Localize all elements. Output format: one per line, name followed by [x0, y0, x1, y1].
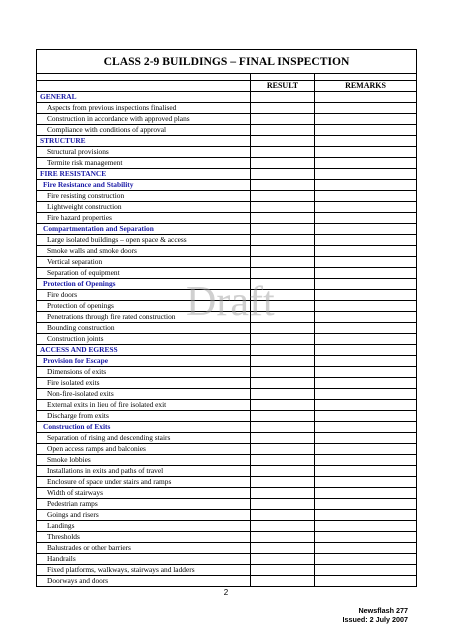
remarks-cell[interactable] — [315, 510, 417, 521]
remarks-cell[interactable] — [315, 400, 417, 411]
item-label: Installations in exits and paths of travel — [37, 466, 251, 477]
remarks-cell[interactable] — [315, 411, 417, 422]
table-row — [37, 466, 417, 477]
remarks-cell[interactable] — [315, 114, 417, 125]
result-cell[interactable] — [251, 202, 315, 213]
footer-newsletter: Newsflash 277 — [358, 606, 408, 615]
item-label: Large isolated buildings – open space & access — [37, 235, 251, 246]
result-cell[interactable] — [251, 246, 315, 257]
remarks-cell[interactable] — [315, 235, 417, 246]
result-cell[interactable] — [251, 312, 315, 323]
result-cell[interactable] — [251, 499, 315, 510]
result-cell[interactable] — [251, 466, 315, 477]
result-cell[interactable] — [251, 268, 315, 279]
result-cell[interactable] — [251, 125, 315, 136]
result-cell[interactable] — [251, 345, 315, 356]
item-label: Separation of rising and descending stairs — [37, 433, 251, 444]
result-cell[interactable] — [251, 290, 315, 301]
table-row — [37, 499, 417, 510]
draft-watermark: Draft — [186, 279, 275, 325]
table-row — [37, 147, 417, 158]
remarks-cell[interactable] — [315, 466, 417, 477]
header-row — [37, 81, 417, 92]
result-cell[interactable] — [251, 444, 315, 455]
item-label: STRUCTURE — [37, 136, 251, 147]
table-title: CLASS 2-9 BUILDINGS – FINAL INSPECTION — [37, 50, 417, 74]
table-row — [37, 191, 417, 202]
result-cell[interactable] — [251, 422, 315, 433]
item-label: Bounding construction — [37, 323, 251, 334]
item-label: Compliance with conditions of approval — [37, 125, 251, 136]
remarks-cell[interactable] — [315, 202, 417, 213]
footer-issued-date: Issued: 2 July 2007 — [342, 615, 408, 624]
remarks-cell[interactable] — [315, 367, 417, 378]
item-label: ACCESS AND EGRESS — [37, 345, 251, 356]
remarks-cell[interactable] — [315, 499, 417, 510]
item-label: Open access ramps and balconies — [37, 444, 251, 455]
result-cell[interactable] — [251, 114, 315, 125]
subsection-row — [37, 356, 417, 367]
result-cell[interactable] — [251, 565, 315, 576]
result-cell[interactable] — [251, 356, 315, 367]
remarks-cell[interactable] — [315, 565, 417, 576]
remarks-cell[interactable] — [315, 290, 417, 301]
result-cell[interactable] — [251, 389, 315, 400]
section-row — [37, 169, 417, 180]
item-label: Fire isolated exits — [37, 378, 251, 389]
result-cell[interactable] — [251, 180, 315, 191]
item-label: Goings and risers — [37, 510, 251, 521]
remarks-cell[interactable] — [315, 334, 417, 345]
result-cell[interactable] — [251, 532, 315, 543]
remarks-cell[interactable] — [315, 158, 417, 169]
remarks-cell[interactable] — [315, 378, 417, 389]
table-row — [37, 411, 417, 422]
item-label: Protection of openings — [37, 301, 251, 312]
result-cell[interactable] — [251, 378, 315, 389]
table-row — [37, 235, 417, 246]
remarks-cell[interactable] — [315, 224, 417, 235]
remarks-header: REMARKS — [315, 81, 417, 92]
table-row — [37, 378, 417, 389]
remarks-cell[interactable] — [315, 191, 417, 202]
table-row — [37, 543, 417, 554]
item-label: Handrails — [37, 554, 251, 565]
table-row — [37, 257, 417, 268]
item-label: Termite risk management — [37, 158, 251, 169]
remarks-cell[interactable] — [315, 323, 417, 334]
remarks-cell[interactable] — [315, 213, 417, 224]
item-label: Doorways and doors — [37, 576, 251, 587]
result-cell[interactable] — [251, 334, 315, 345]
item-label: Balustrades or other barriers — [37, 543, 251, 554]
item-label: Smoke lobbies — [37, 455, 251, 466]
result-cell[interactable] — [251, 103, 315, 114]
result-cell[interactable] — [251, 235, 315, 246]
table-row — [37, 268, 417, 279]
result-cell[interactable] — [251, 521, 315, 532]
footer — [342, 606, 408, 624]
remarks-cell[interactable] — [315, 554, 417, 565]
item-label: GENERAL — [37, 92, 251, 103]
remarks-cell[interactable] — [315, 532, 417, 543]
result-cell[interactable] — [251, 279, 315, 290]
table-row — [37, 323, 417, 334]
remarks-cell[interactable] — [315, 488, 417, 499]
item-label: Lightweight construction — [37, 202, 251, 213]
remarks-cell[interactable] — [315, 576, 417, 587]
item-label: Discharge from exits — [37, 411, 251, 422]
remarks-cell[interactable] — [315, 455, 417, 466]
item-label: Fire Resistance and Stability — [37, 180, 251, 191]
result-cell[interactable] — [251, 158, 315, 169]
table-row — [37, 400, 417, 411]
table-row — [37, 103, 417, 114]
table-row — [37, 125, 417, 136]
result-cell[interactable] — [251, 169, 315, 180]
table-row — [37, 114, 417, 125]
item-label: Dimensions of exits — [37, 367, 251, 378]
table-row — [37, 290, 417, 301]
table-row — [37, 213, 417, 224]
remarks-cell[interactable] — [315, 125, 417, 136]
section-row — [37, 136, 417, 147]
item-label: Construction joints — [37, 334, 251, 345]
table-row — [37, 389, 417, 400]
table-row — [37, 158, 417, 169]
table-row — [37, 334, 417, 345]
remarks-cell[interactable] — [315, 257, 417, 268]
result-cell[interactable] — [251, 257, 315, 268]
remarks-cell[interactable] — [315, 246, 417, 257]
result-cell[interactable] — [251, 191, 315, 202]
item-label: Width of stairways — [37, 488, 251, 499]
item-label: Fire hazard properties — [37, 213, 251, 224]
item-label: FIRE RESISTANCE — [37, 169, 251, 180]
item-label: Construction in accordance with approved plans — [37, 114, 251, 125]
page-number: 2 — [223, 588, 229, 597]
result-cell[interactable] — [251, 136, 315, 147]
result-cell[interactable] — [251, 147, 315, 158]
subsection-row — [37, 180, 417, 191]
item-label: Pedestrian ramps — [37, 499, 251, 510]
subsection-row — [37, 279, 417, 290]
remarks-cell[interactable] — [315, 422, 417, 433]
remarks-cell[interactable] — [315, 268, 417, 279]
item-label: Structural provisions — [37, 147, 251, 158]
item-label: Thresholds — [37, 532, 251, 543]
result-cell[interactable] — [251, 367, 315, 378]
section-row — [37, 92, 417, 103]
subsection-row — [37, 224, 417, 235]
remarks-cell[interactable] — [315, 279, 417, 290]
item-label: Fixed platforms, walkways, stairways and ladders — [37, 565, 251, 576]
remarks-cell[interactable] — [315, 301, 417, 312]
item-label: Protection of Openings — [37, 279, 251, 290]
table-row — [37, 246, 417, 257]
table-row — [37, 433, 417, 444]
remarks-cell[interactable] — [315, 521, 417, 532]
spacer-row — [37, 74, 417, 81]
item-label: Landings — [37, 521, 251, 532]
table-row — [37, 477, 417, 488]
table-row — [37, 312, 417, 323]
item-label: Penetrations through fire rated construction — [37, 312, 251, 323]
result-cell[interactable] — [251, 400, 315, 411]
table-row — [37, 521, 417, 532]
remarks-cell[interactable] — [315, 103, 417, 114]
result-cell[interactable] — [251, 455, 315, 466]
item-label: Non-fire-isolated exits — [37, 389, 251, 400]
item-label: Aspects from previous inspections finalised — [37, 103, 251, 114]
result-cell[interactable] — [251, 433, 315, 444]
table-row — [37, 444, 417, 455]
remarks-cell[interactable] — [315, 543, 417, 554]
table-row — [37, 367, 417, 378]
result-cell[interactable] — [251, 323, 315, 334]
result-cell[interactable] — [251, 488, 315, 499]
item-label: Vertical separation — [37, 257, 251, 268]
result-cell[interactable] — [251, 301, 315, 312]
title-row — [37, 50, 417, 74]
item-label: Smoke walls and smoke doors — [37, 246, 251, 257]
result-cell[interactable] — [251, 510, 315, 521]
item-label: Provision for Escape — [37, 356, 251, 367]
item-header — [37, 81, 251, 92]
result-cell[interactable] — [251, 477, 315, 488]
result-cell[interactable] — [251, 213, 315, 224]
remarks-cell[interactable] — [315, 136, 417, 147]
item-label: Fire resisting construction — [37, 191, 251, 202]
remarks-cell[interactable] — [315, 147, 417, 158]
result-cell[interactable] — [251, 554, 315, 565]
remarks-cell[interactable] — [315, 92, 417, 103]
remarks-cell[interactable] — [315, 477, 417, 488]
table-row — [37, 455, 417, 466]
remarks-cell[interactable] — [315, 444, 417, 455]
result-cell[interactable] — [251, 224, 315, 235]
table-row — [37, 202, 417, 213]
result-cell[interactable] — [251, 576, 315, 587]
remarks-cell[interactable] — [315, 180, 417, 191]
subsection-row — [37, 422, 417, 433]
table-row — [37, 576, 417, 587]
item-label: External exits in lieu of fire isolated exit — [37, 400, 251, 411]
inspection-table — [36, 49, 417, 587]
remarks-cell[interactable] — [315, 433, 417, 444]
table-row — [37, 510, 417, 521]
result-header: RESULT — [251, 81, 315, 92]
remarks-cell[interactable] — [315, 356, 417, 367]
table-row — [37, 532, 417, 543]
table-row — [37, 554, 417, 565]
item-label: Fire doors — [37, 290, 251, 301]
item-label: Compartmentation and Separation — [37, 224, 251, 235]
result-cell[interactable] — [251, 411, 315, 422]
section-row — [37, 345, 417, 356]
item-label: Separation of equipment — [37, 268, 251, 279]
table-row — [37, 301, 417, 312]
item-label: Construction of Exits — [37, 422, 251, 433]
item-label: Enclosure of space under stairs and ramps — [37, 477, 251, 488]
remarks-cell[interactable] — [315, 169, 417, 180]
remarks-cell[interactable] — [315, 389, 417, 400]
table-row — [37, 488, 417, 499]
remarks-cell[interactable] — [315, 312, 417, 323]
result-cell[interactable] — [251, 92, 315, 103]
result-cell[interactable] — [251, 543, 315, 554]
remarks-cell[interactable] — [315, 345, 417, 356]
table-row — [37, 565, 417, 576]
